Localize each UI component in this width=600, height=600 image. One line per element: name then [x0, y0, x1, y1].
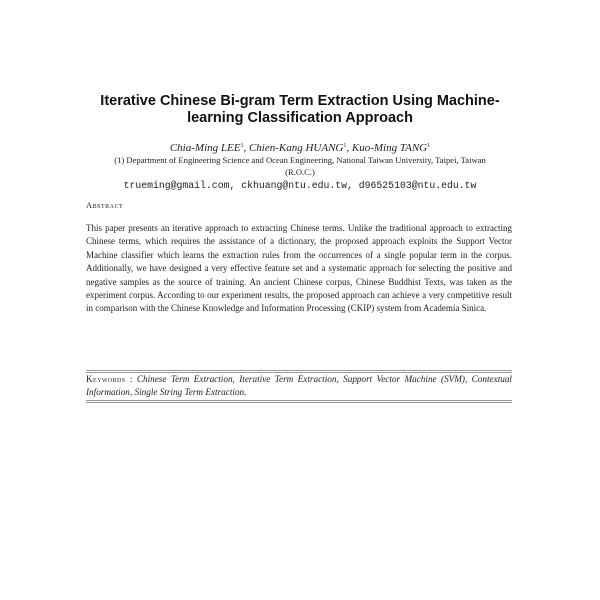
- author-separator: ,: [243, 142, 249, 154]
- author-affiliation-mark: 1: [427, 143, 431, 149]
- keywords-list: Chinese Term Extraction, Iterative Term Extraction, Support Vector Machine (SVM), Contextual Information, Single String Term Extraction.: [86, 374, 512, 398]
- keywords-block: [86, 373, 512, 399]
- abstract-heading: Abstract: [86, 200, 124, 210]
- keywords-bottom-rule: [86, 400, 512, 403]
- keywords-separator: :: [125, 374, 137, 384]
- author-affiliation-mark: 1: [240, 143, 244, 149]
- author-affiliation-mark: 1: [343, 143, 347, 149]
- abstract-text: This paper presents an iterative approach to extracting Chinese terms. Unlike the traditional approach to extracting Chinese terms, which requires the assistance of a dictionary, the proposed approach exploits the Support Vector Machine classifier which learns the extraction rules from the occurrences of a single popular term in the corpus. Additionally, we have designed a very effective feature set and a systematic approach for selecting the positive and negative samples as the source of training. An ancient Chinese corpus, Chinese Buddhist Texts, was taken as the experiment corpus. According to our experiment results, the proposed approach can achieve a very competitive result in comparison with the Chinese Knowledge and Information Processing (CKIP) system from Academia Sinica.: [86, 223, 512, 314]
- keywords-label: Keywords: [86, 374, 126, 384]
- author-name: Chia-Ming LEE: [169, 142, 241, 154]
- author-name: Kuo-Ming TANG: [351, 142, 428, 154]
- paper-title: Iterative Chinese Bi-gram Term Extraction Using Machine-learning Classification Approach: [100, 93, 500, 126]
- author-list: [80, 140, 520, 155]
- author-affiliation: (1) Department of Engineering Science and Ocean Engineering, National Taiwan University, Taipei, Taiwan (R.O.C.): [114, 155, 486, 177]
- author-emails: trueming@gmail.com, ckhuang@ntu.edu.tw, d96525103@ntu.edu.tw: [123, 180, 477, 191]
- author-separator: ,: [346, 142, 352, 154]
- author-name: Chien-Kang HUANG: [248, 142, 344, 154]
